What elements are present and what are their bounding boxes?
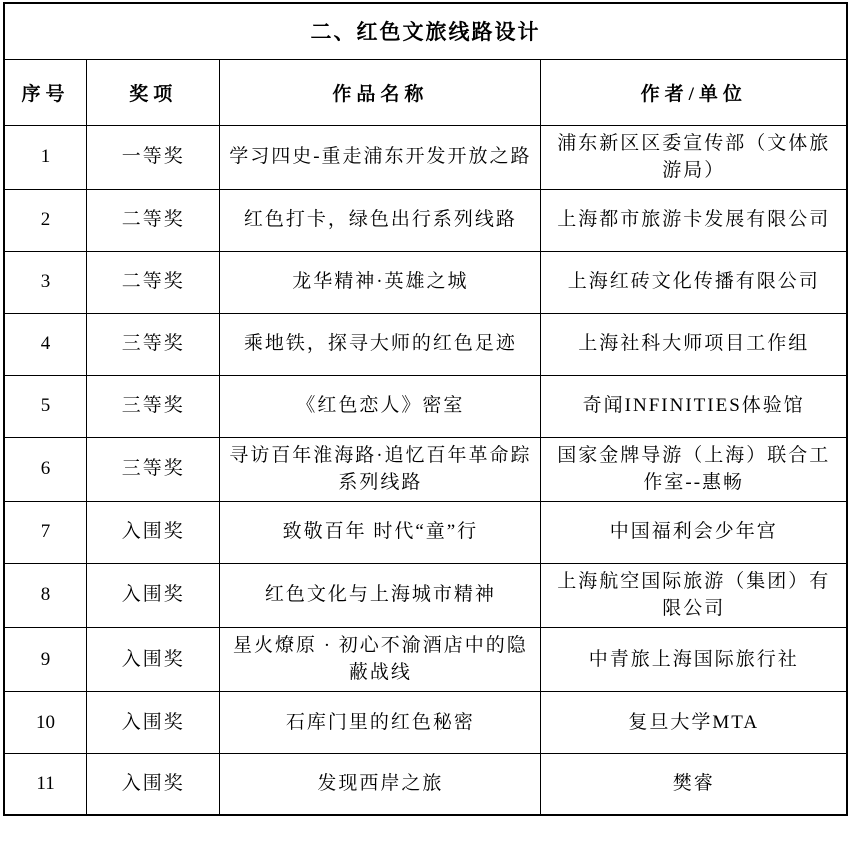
author-cell: 樊睿 bbox=[541, 753, 847, 815]
work-cell: 《红色恋人》密室 bbox=[220, 375, 541, 437]
author-cell: 浦东新区区委宣传部（文体旅游局） bbox=[541, 125, 847, 189]
table-row bbox=[4, 437, 847, 501]
work-cell: 乘地铁，探寻大师的红色足迹 bbox=[220, 313, 541, 375]
table-row bbox=[4, 753, 847, 815]
award-cell: 入围奖 bbox=[87, 501, 220, 563]
author-cell: 国家金牌导游（上海）联合工作室--惠畅 bbox=[541, 437, 847, 501]
award-cell: 入围奖 bbox=[87, 563, 220, 627]
header-row bbox=[4, 59, 847, 125]
award-cell: 三等奖 bbox=[87, 437, 220, 501]
author-cell: 中青旅上海国际旅行社 bbox=[541, 627, 847, 691]
author-cell: 上海社科大师项目工作组 bbox=[541, 313, 847, 375]
award-cell: 三等奖 bbox=[87, 375, 220, 437]
column-header-seq: 序号 bbox=[4, 59, 87, 125]
work-cell: 龙华精神·英雄之城 bbox=[220, 251, 541, 313]
table-title: 二、红色文旅线路设计 bbox=[4, 3, 847, 59]
award-cell: 入围奖 bbox=[87, 691, 220, 753]
table-row bbox=[4, 313, 847, 375]
work-cell: 学习四史-重走浦东开发开放之路 bbox=[220, 125, 541, 189]
work-cell: 红色打卡，绿色出行系列线路 bbox=[220, 189, 541, 251]
work-cell: 红色文化与上海城市精神 bbox=[220, 563, 541, 627]
award-cell: 二等奖 bbox=[87, 189, 220, 251]
column-header-award: 奖项 bbox=[87, 59, 220, 125]
author-cell: 复旦大学MTA bbox=[541, 691, 847, 753]
author-cell: 中国福利会少年宫 bbox=[541, 501, 847, 563]
seq-cell: 3 bbox=[4, 251, 87, 313]
award-cell: 入围奖 bbox=[87, 753, 220, 815]
work-cell: 致敬百年 时代“童”行 bbox=[220, 501, 541, 563]
table-row bbox=[4, 251, 847, 313]
seq-cell: 8 bbox=[4, 563, 87, 627]
work-cell: 星火燎原 · 初心不渝酒店中的隐蔽战线 bbox=[220, 627, 541, 691]
seq-cell: 10 bbox=[4, 691, 87, 753]
table-row bbox=[4, 125, 847, 189]
document-page bbox=[3, 2, 848, 816]
seq-cell: 4 bbox=[4, 313, 87, 375]
table-row bbox=[4, 189, 847, 251]
seq-cell: 6 bbox=[4, 437, 87, 501]
seq-cell: 11 bbox=[4, 753, 87, 815]
award-cell: 二等奖 bbox=[87, 251, 220, 313]
seq-cell: 1 bbox=[4, 125, 87, 189]
award-cell: 一等奖 bbox=[87, 125, 220, 189]
award-cell: 三等奖 bbox=[87, 313, 220, 375]
author-cell: 上海红砖文化传播有限公司 bbox=[541, 251, 847, 313]
seq-cell: 7 bbox=[4, 501, 87, 563]
work-cell: 石库门里的红色秘密 bbox=[220, 691, 541, 753]
award-cell: 入围奖 bbox=[87, 627, 220, 691]
work-cell: 发现西岸之旅 bbox=[220, 753, 541, 815]
seq-cell: 9 bbox=[4, 627, 87, 691]
table-row bbox=[4, 563, 847, 627]
author-cell: 上海航空国际旅游（集团）有限公司 bbox=[541, 563, 847, 627]
table-row bbox=[4, 627, 847, 691]
work-cell: 寻访百年淮海路·追忆百年革命踪系列线路 bbox=[220, 437, 541, 501]
table-row bbox=[4, 375, 847, 437]
author-cell: 奇闻INFINITIES体验馆 bbox=[541, 375, 847, 437]
author-cell: 上海都市旅游卡发展有限公司 bbox=[541, 189, 847, 251]
title-row bbox=[4, 3, 847, 59]
column-header-author: 作者/单位 bbox=[541, 59, 847, 125]
table-row bbox=[4, 501, 847, 563]
seq-cell: 2 bbox=[4, 189, 87, 251]
table-row bbox=[4, 691, 847, 753]
seq-cell: 5 bbox=[4, 375, 87, 437]
column-header-work: 作品名称 bbox=[220, 59, 541, 125]
awards-table bbox=[3, 2, 848, 816]
